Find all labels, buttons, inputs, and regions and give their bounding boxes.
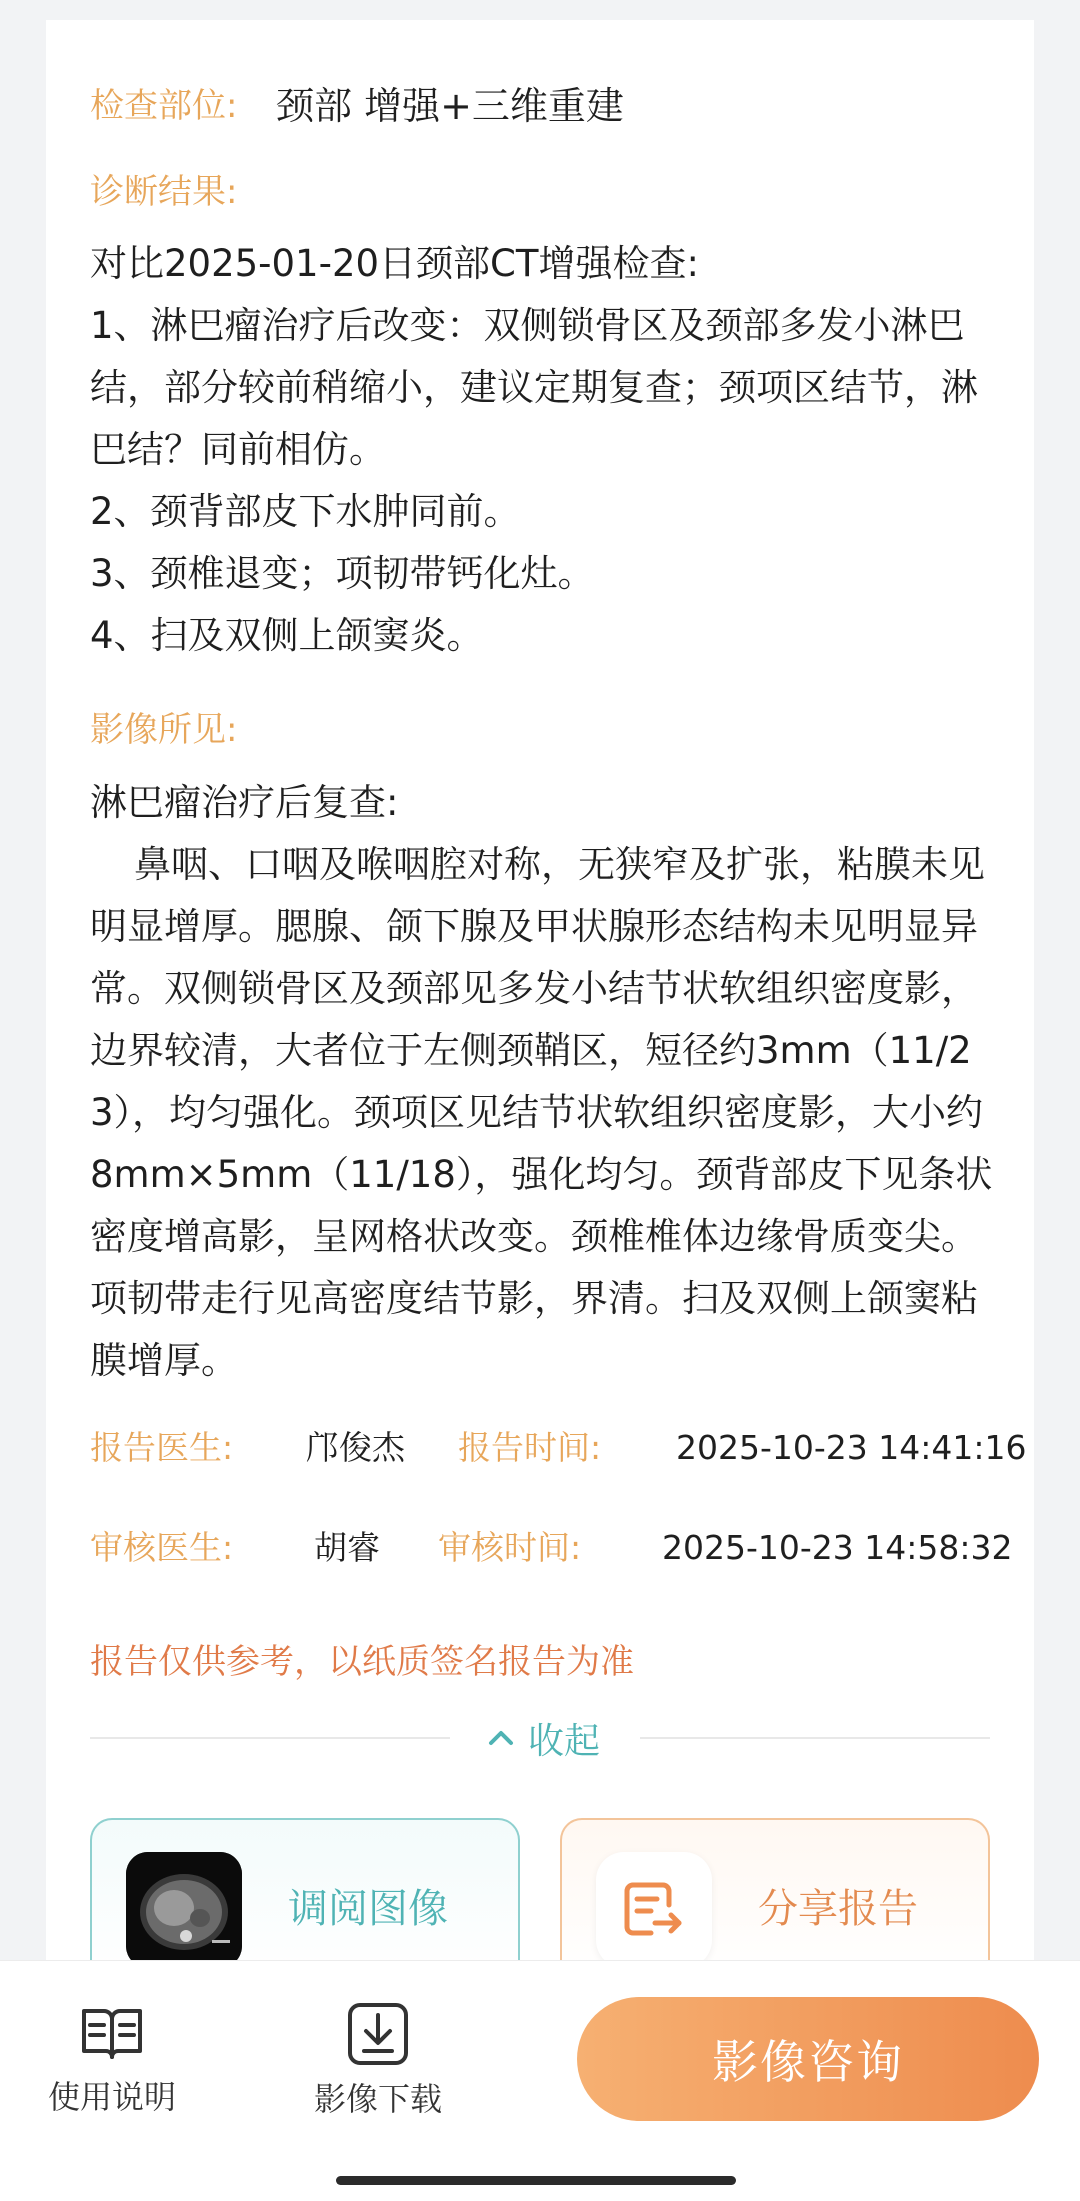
download-icon — [344, 2001, 412, 2067]
diagnosis-line: 3、颈椎退变；项韧带钙化灶。 — [90, 552, 595, 595]
report-doctor-name: 邝俊杰 — [306, 1428, 405, 1467]
download-label: 影像下载 — [313, 2080, 442, 2118]
manual-label: 使用说明 — [47, 2078, 176, 2116]
diagnosis-line: 1、淋巴瘤治疗后改变：双侧锁骨区及颈部多发小淋巴结，部分较前稍缩小，建议定期复查；颈项区结节，淋巴结？同前相仿。 — [90, 304, 978, 471]
findings-label: 影像所见: — [90, 710, 238, 750]
divider-left — [90, 1737, 450, 1739]
view-images-label: 调阅图像 — [288, 1886, 448, 1932]
report-time-value: 2025-10-23 14:41:16 — [676, 1428, 1027, 1467]
report-doctor-label: 报告医生: — [90, 1428, 234, 1467]
diagnosis-line: 对比2025-01-20日颈部CT增强检查: — [90, 242, 699, 285]
diagnosis-label: 诊断结果: — [90, 172, 238, 212]
share-report-label: 分享报告 — [758, 1886, 918, 1932]
collapse-label: 收起 — [528, 1720, 601, 1762]
findings-intro: 淋巴瘤治疗后复查: — [90, 781, 399, 824]
view-images-button[interactable] — [90, 1818, 520, 1980]
review-time-label: 审核时间: — [438, 1528, 582, 1567]
review-doctor-name: 胡睿 — [314, 1528, 380, 1567]
exam-site-label: 检查部位: — [90, 86, 238, 126]
manual-button[interactable] — [27, 2001, 197, 2119]
diagnosis-line: 4、扫及双侧上颌窦炎。 — [90, 614, 484, 657]
report-notice: 报告仅供参考，以纸质签名报告为准 — [90, 1642, 634, 1682]
collapse-button[interactable] — [484, 1712, 600, 1764]
review-doctor-label: 审核医生: — [90, 1528, 234, 1567]
exam-site-value: 颈部 增强+三维重建 — [276, 84, 624, 128]
divider-right — [640, 1737, 990, 1739]
image-consult-button[interactable]: 影像咨询 — [577, 1997, 1039, 2121]
diagnosis-line: 2、颈背部皮下水肿同前。 — [90, 490, 521, 533]
download-button[interactable] — [293, 2001, 463, 2121]
book-icon — [78, 2001, 146, 2065]
report-card — [46, 20, 1034, 1960]
review-time-value: 2025-10-23 14:58:32 — [662, 1528, 1013, 1567]
ct-thumbnail — [126, 1852, 242, 1968]
findings-text — [90, 772, 1000, 1392]
chevron-up-icon — [484, 1721, 518, 1755]
bottom-bar — [0, 1960, 1080, 2201]
share-report-button[interactable] — [560, 1818, 990, 1980]
findings-body: 鼻咽、口咽及喉咽腔对称，无狭窄及扩张，粘膜未见明显增厚。腮腺、颌下腺及甲状腺形态结构未见明显异常。双侧锁骨区及颈部见多发小结节状软组织密度影，边界较清，大者位于左侧颈鞘区，短径约3mm（11/23），均匀强化。颈项区见结节状软组织密度影，大小约8mm×5mm（11/18），强化均匀。颈背部皮下见条状密度增高影，呈网格状改变。颈椎椎体边缘骨质变尖。项韧带走行见高密度结节影，界清。扫及双侧上颌窦粘膜增厚。 — [90, 843, 993, 1382]
share-report-icon — [596, 1852, 712, 1968]
report-time-label: 报告时间: — [458, 1428, 602, 1467]
diagnosis-text — [90, 233, 1000, 667]
home-indicator[interactable] — [336, 2176, 736, 2185]
